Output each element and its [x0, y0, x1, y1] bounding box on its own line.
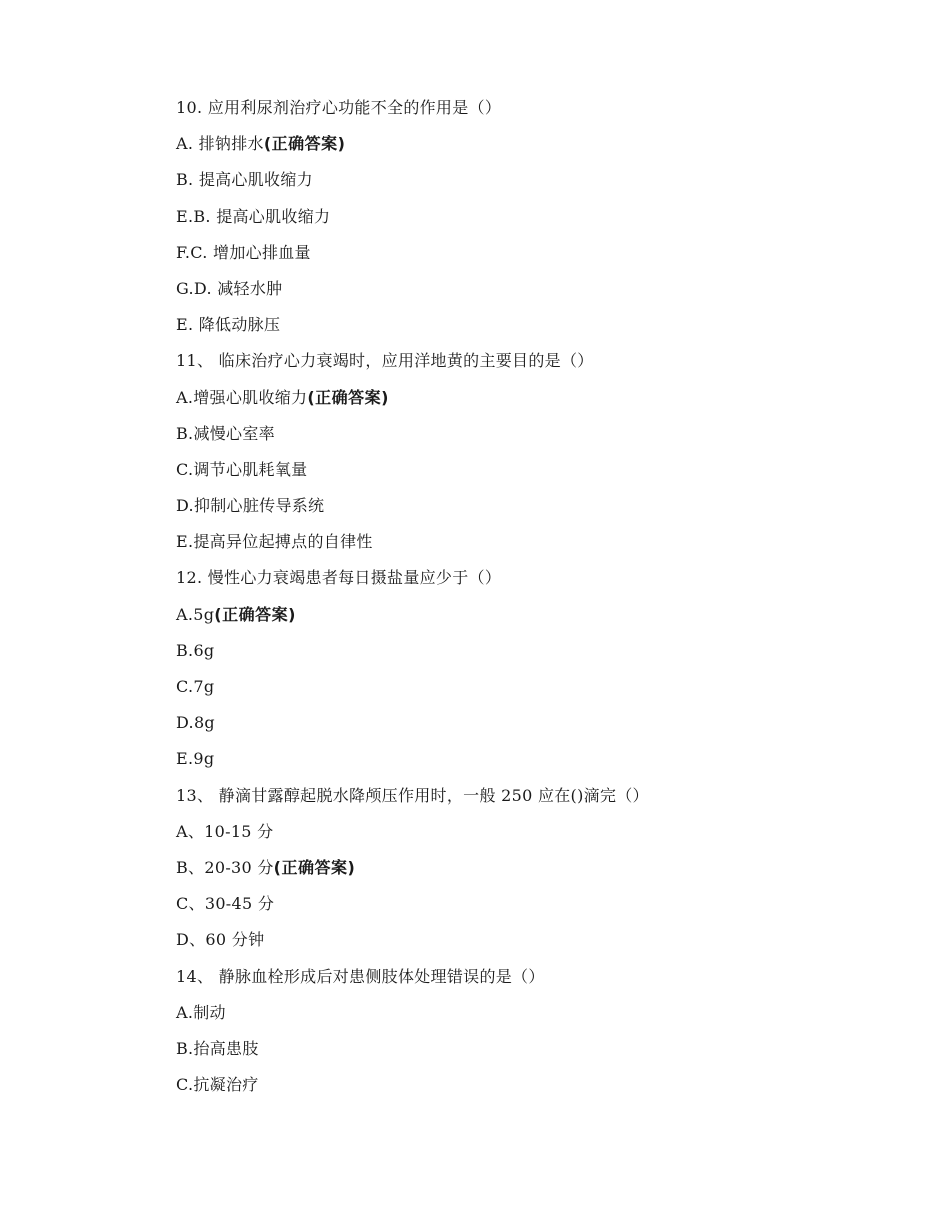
- correct-answer-tag: (正确答案): [273, 857, 356, 877]
- question-list: [176, 94, 896, 1107]
- correct-answer-tag: (正确答案): [263, 134, 346, 154]
- line-text: A.制动: [176, 1002, 226, 1022]
- line-text: B.减慢心室率: [176, 423, 275, 443]
- question-10-option-fc: [176, 239, 896, 275]
- line-text: A、10-15 分: [176, 821, 274, 841]
- question-13-option-c: [176, 890, 896, 926]
- line-text: A. 排钠排水: [176, 134, 264, 154]
- line-text: 11、 临床治疗心力衰竭时，应用洋地黄的主要目的是（）: [176, 351, 594, 371]
- correct-answer-tag: (正确答案): [214, 604, 296, 624]
- line-text: B.抬高患肢: [176, 1038, 259, 1058]
- question-13-option-a: [176, 818, 896, 854]
- line-text: 13、 静滴甘露醇起脱水降颅压作用时，一般 250 应在()滴完（）: [176, 785, 649, 805]
- question-10-option-a: [176, 130, 896, 166]
- question-10-option-e: [176, 311, 896, 347]
- question-11-option-e: [176, 528, 896, 564]
- line-text: C.调节心肌耗氧量: [176, 459, 308, 479]
- question-12-option-e: [176, 745, 896, 781]
- line-text: B.6g: [176, 640, 215, 660]
- question-13-option-b: [176, 854, 896, 890]
- question-11-stem: [176, 347, 896, 383]
- question-10-option-b: [176, 166, 896, 202]
- line-text: B. 提高心肌收缩力: [176, 170, 313, 190]
- line-text: 10. 应用利尿剂治疗心功能不全的作用是（）: [176, 98, 502, 117]
- line-text: D、60 分钟: [176, 930, 265, 950]
- question-14-option-a: [176, 999, 896, 1035]
- question-10-stem: [176, 94, 896, 130]
- line-text: 12. 慢性心力衰竭患者每日摄盐量应少于（）: [176, 568, 502, 588]
- line-text: A.5g: [176, 604, 215, 624]
- question-10-option-gd: [176, 275, 896, 311]
- line-text: E.B. 提高心肌收缩力: [176, 206, 331, 226]
- line-text: C.7g: [176, 677, 215, 696]
- line-text: E.提高异位起搏点的自律性: [176, 532, 373, 552]
- line-text: 14、 静脉血栓形成后对患侧肢体处理错误的是（）: [176, 966, 545, 986]
- question-12-option-a: [176, 601, 896, 637]
- line-text: C、30-45 分: [176, 894, 275, 914]
- line-text: C.抗凝治疗: [176, 1075, 259, 1095]
- question-11-option-b: [176, 420, 896, 456]
- line-text: E.9g: [176, 749, 215, 769]
- question-10-option-eb: [176, 203, 896, 239]
- question-12-option-c: [176, 673, 896, 709]
- question-14-option-b: [176, 1035, 896, 1071]
- line-text: F.C. 增加心排血量: [176, 242, 311, 262]
- question-12-option-d: [176, 709, 896, 745]
- correct-answer-tag: (正确答案): [307, 387, 389, 407]
- question-11-option-c: [176, 456, 896, 492]
- question-13-stem: [176, 782, 896, 818]
- line-text: A.增强心肌收缩力: [176, 387, 308, 407]
- question-13-option-d: [176, 926, 896, 962]
- question-14-stem: [176, 963, 896, 999]
- question-12-option-b: [176, 637, 896, 673]
- question-14-option-c: [176, 1071, 896, 1107]
- line-text: D.8g: [176, 713, 215, 733]
- question-11-option-d: [176, 492, 896, 528]
- question-12-stem: [176, 564, 896, 600]
- line-text: E. 降低动脉压: [176, 315, 281, 335]
- question-11-option-a: [176, 384, 896, 420]
- line-text: D.抑制心脏传导系统: [176, 496, 325, 516]
- line-text: B、20-30 分: [176, 857, 274, 877]
- line-text: G.D. 减轻水肿: [176, 278, 283, 298]
